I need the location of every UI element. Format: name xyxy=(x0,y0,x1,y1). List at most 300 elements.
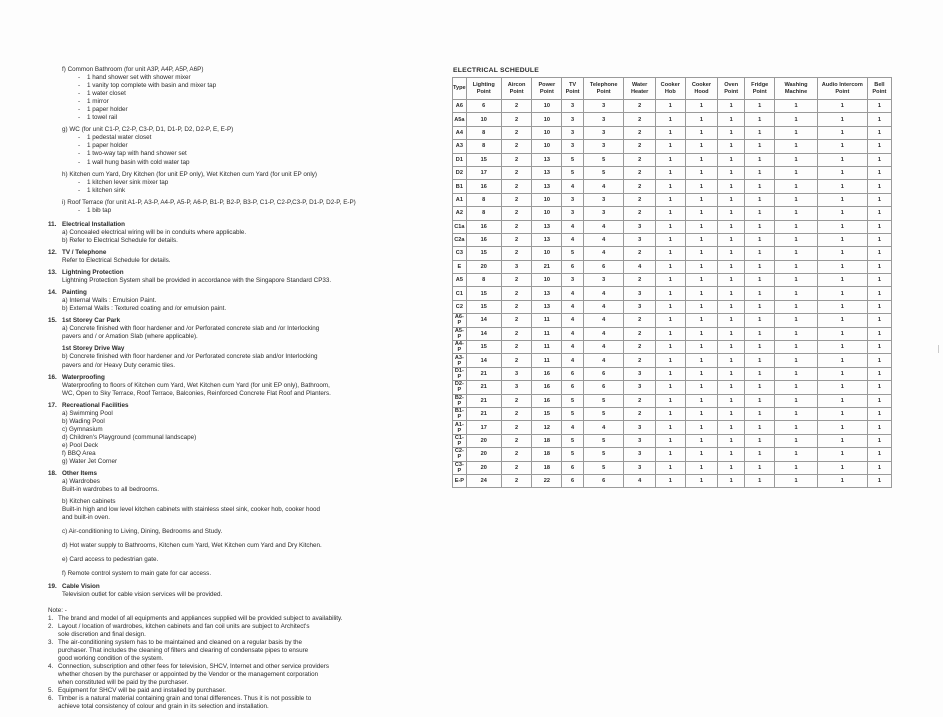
value-cell: 1 xyxy=(718,113,745,126)
value-cell: 15 xyxy=(532,407,562,420)
item-g-bullet: - 1 pedestal water closet xyxy=(62,134,418,142)
value-cell: 1 xyxy=(745,140,775,153)
unit-type-cell: A4 xyxy=(453,126,467,139)
value-cell: 1 xyxy=(655,260,685,273)
value-cell: 8 xyxy=(466,193,501,206)
value-cell: 1 xyxy=(685,166,717,179)
value-cell: 1 xyxy=(655,421,685,434)
note-line: Layout / location of wardrobes, kitchen cabinets and fan coil units are subject to Architect's xyxy=(58,622,310,630)
value-cell: 6 xyxy=(583,474,624,487)
value-cell: 1 xyxy=(867,341,891,354)
value-cell: 3 xyxy=(562,126,584,139)
value-cell: 2 xyxy=(624,274,655,287)
value-cell: 1 xyxy=(685,126,717,139)
value-cell: 1 xyxy=(775,140,818,153)
value-cell: 1 xyxy=(745,220,775,233)
value-cell: 4 xyxy=(562,180,584,193)
value-cell: 6 xyxy=(562,381,584,394)
value-cell: 1 xyxy=(685,287,717,300)
value-cell: 12 xyxy=(532,421,562,434)
value-cell: 22 xyxy=(532,474,562,487)
value-cell: 4 xyxy=(583,314,624,327)
note-line: good working condition of the system. xyxy=(58,654,164,662)
value-cell: 10 xyxy=(532,274,562,287)
value-cell: 1 xyxy=(745,354,775,367)
value-cell: 1 xyxy=(867,474,891,487)
value-cell: 1 xyxy=(685,354,717,367)
value-cell: 2 xyxy=(501,434,532,447)
value-cell: 1 xyxy=(775,421,818,434)
item-g xyxy=(48,126,418,166)
section-13-num: 13. xyxy=(48,269,57,277)
item-h-bullet: - 1 kitchen sink xyxy=(62,187,418,195)
value-cell: 15 xyxy=(466,153,501,166)
value-cell: 1 xyxy=(867,180,891,193)
value-cell: 3 xyxy=(624,421,655,434)
value-cell: 3 xyxy=(562,207,584,220)
item-g-bullet: - 1 paper holder xyxy=(62,142,418,150)
value-cell: 4 xyxy=(562,220,584,233)
value-cell: 3 xyxy=(562,274,584,287)
value-cell: 4 xyxy=(583,233,624,246)
value-cell: 1 xyxy=(655,327,685,340)
item-i-list xyxy=(62,207,418,215)
unit-type-cell: D2 xyxy=(453,166,467,179)
value-cell: 16 xyxy=(532,394,562,407)
value-cell: 1 xyxy=(685,407,717,420)
value-cell: 13 xyxy=(532,220,562,233)
value-cell: 2 xyxy=(501,448,532,461)
value-cell: 1 xyxy=(867,166,891,179)
value-cell: 1 xyxy=(718,126,745,139)
value-cell: 3 xyxy=(501,367,532,380)
unit-type-cell: A5a xyxy=(453,113,467,126)
note-number: 5. xyxy=(48,687,54,695)
value-cell: 2 xyxy=(501,233,532,246)
section-16 xyxy=(48,374,418,398)
value-cell: 5 xyxy=(562,448,584,461)
value-cell: 3 xyxy=(562,100,584,113)
value-cell: 3 xyxy=(624,287,655,300)
value-cell: 2 xyxy=(501,474,532,487)
value-cell: 1 xyxy=(745,327,775,340)
unit-type-cell: B1-P xyxy=(453,407,467,420)
value-cell: 1 xyxy=(745,260,775,273)
schedule-header-cell: Bell Point xyxy=(867,78,891,100)
value-cell: 18 xyxy=(532,461,562,474)
value-cell: 21 xyxy=(466,381,501,394)
unit-type-cell: A6 xyxy=(453,100,467,113)
value-cell: 5 xyxy=(583,434,624,447)
unit-type-cell: E-P xyxy=(453,474,467,487)
value-cell: 3 xyxy=(624,220,655,233)
value-cell: 2 xyxy=(624,407,655,420)
value-cell: 10 xyxy=(532,126,562,139)
value-cell: 1 xyxy=(718,421,745,434)
scan-mark xyxy=(938,345,942,353)
value-cell: 16 xyxy=(532,381,562,394)
value-cell: 1 xyxy=(718,180,745,193)
value-cell: 1 xyxy=(775,274,818,287)
value-cell: 1 xyxy=(817,140,867,153)
value-cell: 5 xyxy=(562,166,584,179)
section-16-line-2: WC, Open to Sky Terrace, Roof Terrace, Balconies, Reinforced Concrete Flat Roof and Planters. xyxy=(62,389,331,397)
value-cell: 1 xyxy=(718,448,745,461)
section-15-title-2: 1st Storey Drive Way xyxy=(62,345,125,353)
unit-type-cell: B1 xyxy=(453,180,467,193)
section-11-line-1: a) Concealed electrical wiring will be in conduits where applicable. xyxy=(62,228,247,236)
value-cell: 1 xyxy=(745,274,775,287)
value-cell: 13 xyxy=(532,300,562,313)
value-cell: 3 xyxy=(501,381,532,394)
unit-type-cell: D1 xyxy=(453,153,467,166)
value-cell: 16 xyxy=(466,233,501,246)
value-cell: 1 xyxy=(685,461,717,474)
item-h xyxy=(48,171,418,195)
value-cell: 1 xyxy=(817,113,867,126)
value-cell: 1 xyxy=(817,407,867,420)
value-cell: 2 xyxy=(501,421,532,434)
value-cell: 5 xyxy=(562,153,584,166)
value-cell: 17 xyxy=(466,166,501,179)
section-12 xyxy=(48,249,418,265)
value-cell: 2 xyxy=(501,461,532,474)
table-row xyxy=(453,126,892,139)
value-cell: 13 xyxy=(532,180,562,193)
value-cell: 1 xyxy=(685,341,717,354)
table-row xyxy=(453,341,892,354)
section-14-title: Painting xyxy=(62,289,87,297)
note-item xyxy=(48,615,418,623)
value-cell: 1 xyxy=(775,461,818,474)
schedule-header-cell: Water Heater xyxy=(624,78,655,100)
value-cell: 1 xyxy=(817,300,867,313)
value-cell: 1 xyxy=(685,394,717,407)
value-cell: 8 xyxy=(466,207,501,220)
section-17-line-7: g) Water Jet Corner xyxy=(62,458,118,466)
item-i-bullet: - 1 bib tap xyxy=(62,207,418,215)
value-cell: 1 xyxy=(817,166,867,179)
value-cell: 1 xyxy=(775,341,818,354)
unit-type-cell: A6-P xyxy=(453,314,467,327)
value-cell: 1 xyxy=(718,287,745,300)
value-cell: 3 xyxy=(624,233,655,246)
value-cell: 1 xyxy=(718,100,745,113)
value-cell: 15 xyxy=(466,287,501,300)
note-item xyxy=(48,695,418,711)
table-row xyxy=(453,207,892,220)
value-cell: 1 xyxy=(655,448,685,461)
note-line: The air-conditioning system has to be maintained and cleaned on a regular basis by the xyxy=(58,638,302,646)
value-cell: 1 xyxy=(817,247,867,260)
value-cell: 1 xyxy=(775,247,818,260)
item-h-bullet: - 1 kitchen lever sink mixer tap xyxy=(62,179,418,187)
value-cell: 3 xyxy=(583,193,624,206)
value-cell: 1 xyxy=(718,300,745,313)
value-cell: 10 xyxy=(532,207,562,220)
value-cell: 1 xyxy=(685,327,717,340)
table-row xyxy=(453,474,892,487)
value-cell: 1 xyxy=(775,193,818,206)
value-cell: 1 xyxy=(685,274,717,287)
value-cell: 2 xyxy=(501,274,532,287)
value-cell: 1 xyxy=(817,448,867,461)
value-cell: 2 xyxy=(501,394,532,407)
value-cell: 1 xyxy=(655,220,685,233)
value-cell: 5 xyxy=(562,434,584,447)
value-cell: 1 xyxy=(655,354,685,367)
value-cell: 1 xyxy=(745,100,775,113)
table-row xyxy=(453,274,892,287)
value-cell: 8 xyxy=(466,126,501,139)
value-cell: 1 xyxy=(775,367,818,380)
value-cell: 1 xyxy=(775,180,818,193)
value-cell: 21 xyxy=(466,394,501,407)
value-cell: 1 xyxy=(745,113,775,126)
section-18-a-2: Built-in wardrobes to all bedrooms. xyxy=(62,486,159,494)
value-cell: 11 xyxy=(532,341,562,354)
value-cell: 1 xyxy=(775,354,818,367)
table-row xyxy=(453,314,892,327)
value-cell: 1 xyxy=(718,474,745,487)
value-cell: 2 xyxy=(501,166,532,179)
value-cell: 1 xyxy=(655,153,685,166)
value-cell: 1 xyxy=(655,233,685,246)
schedule-header-cell: Telephone Point xyxy=(583,78,624,100)
value-cell: 2 xyxy=(501,247,532,260)
value-cell: 2 xyxy=(624,180,655,193)
value-cell: 1 xyxy=(745,381,775,394)
value-cell: 1 xyxy=(775,113,818,126)
value-cell: 1 xyxy=(775,474,818,487)
table-row xyxy=(453,247,892,260)
unit-type-cell: A1-P xyxy=(453,421,467,434)
value-cell: 2 xyxy=(624,193,655,206)
value-cell: 17 xyxy=(466,421,501,434)
table-row xyxy=(453,367,892,380)
section-18-f: f) Remote control system to main gate for car access. xyxy=(62,570,212,578)
value-cell: 15 xyxy=(466,300,501,313)
schedule-header-row xyxy=(453,78,892,100)
value-cell: 2 xyxy=(624,247,655,260)
section-15-num: 15. xyxy=(48,317,57,325)
value-cell: 1 xyxy=(817,341,867,354)
value-cell: 1 xyxy=(655,274,685,287)
value-cell: 11 xyxy=(532,314,562,327)
table-row xyxy=(453,461,892,474)
table-row xyxy=(453,287,892,300)
value-cell: 1 xyxy=(867,207,891,220)
table-row xyxy=(453,394,892,407)
value-cell: 1 xyxy=(655,140,685,153)
value-cell: 1 xyxy=(685,381,717,394)
notes-title: Note: - xyxy=(48,606,67,614)
section-18-num: 18. xyxy=(48,470,57,478)
value-cell: 1 xyxy=(775,327,818,340)
value-cell: 4 xyxy=(583,300,624,313)
value-cell: 1 xyxy=(655,180,685,193)
table-row xyxy=(453,113,892,126)
schedule-header-cell: Fridge Point xyxy=(745,78,775,100)
value-cell: 10 xyxy=(532,100,562,113)
value-cell: 8 xyxy=(466,274,501,287)
note-item xyxy=(48,639,418,663)
value-cell: 4 xyxy=(624,260,655,273)
electrical-schedule-table xyxy=(452,77,892,488)
value-cell: 4 xyxy=(583,287,624,300)
section-17-num: 17. xyxy=(48,401,57,409)
section-15-line-3: b) Concrete finished with floor hardener and /or Perforated concrete slab and/or Interlocking xyxy=(62,353,318,361)
value-cell: 24 xyxy=(466,474,501,487)
value-cell: 1 xyxy=(745,180,775,193)
value-cell: 6 xyxy=(466,100,501,113)
value-cell: 2 xyxy=(501,193,532,206)
value-cell: 3 xyxy=(624,461,655,474)
value-cell: 1 xyxy=(867,367,891,380)
value-cell: 16 xyxy=(466,220,501,233)
value-cell: 1 xyxy=(655,474,685,487)
section-11-title: Electrical Installation xyxy=(62,220,125,228)
value-cell: 1 xyxy=(685,220,717,233)
value-cell: 1 xyxy=(775,260,818,273)
section-15 xyxy=(48,317,418,369)
schedule-header-cell: Cooker Hood xyxy=(685,78,717,100)
value-cell: 2 xyxy=(501,354,532,367)
value-cell: 2 xyxy=(501,180,532,193)
note-line: Connection, subscription and other fees for television, SHCV, Internet and other service providers xyxy=(58,662,330,670)
unit-type-cell: C1-P xyxy=(453,434,467,447)
value-cell: 4 xyxy=(583,180,624,193)
section-19-title: Cable Vision xyxy=(62,582,100,590)
value-cell: 1 xyxy=(817,287,867,300)
value-cell: 1 xyxy=(775,207,818,220)
value-cell: 1 xyxy=(718,153,745,166)
value-cell: 1 xyxy=(718,354,745,367)
value-cell: 1 xyxy=(685,113,717,126)
value-cell: 1 xyxy=(817,153,867,166)
item-f xyxy=(48,66,418,122)
value-cell: 1 xyxy=(655,394,685,407)
value-cell: 13 xyxy=(532,166,562,179)
value-cell: 5 xyxy=(562,394,584,407)
note-line: Equipment for SHCV will be paid and installed by purchaser. xyxy=(58,687,227,695)
section-16-line-1: Waterproofing to floors of Kitchen cum Yard, Wet Kitchen cum Yard (for unit EP only), Bathroom, xyxy=(62,381,330,389)
value-cell: 13 xyxy=(532,153,562,166)
value-cell: 1 xyxy=(817,180,867,193)
value-cell: 1 xyxy=(745,474,775,487)
unit-type-cell: C3-P xyxy=(453,461,467,474)
value-cell: 2 xyxy=(501,207,532,220)
value-cell: 1 xyxy=(867,421,891,434)
value-cell: 2 xyxy=(624,166,655,179)
value-cell: 20 xyxy=(466,260,501,273)
value-cell: 13 xyxy=(532,233,562,246)
note-number: 1. xyxy=(48,614,54,622)
value-cell: 5 xyxy=(562,407,584,420)
value-cell: 18 xyxy=(532,448,562,461)
value-cell: 2 xyxy=(501,140,532,153)
item-f-bullet: - 1 paper holder xyxy=(62,106,418,114)
value-cell: 1 xyxy=(685,367,717,380)
schedule-body xyxy=(453,100,892,488)
value-cell: 1 xyxy=(867,327,891,340)
value-cell: 14 xyxy=(466,314,501,327)
value-cell: 5 xyxy=(583,394,624,407)
value-cell: 18 xyxy=(532,434,562,447)
section-12-line-1: Refer to Electrical Schedule for details. xyxy=(62,256,171,264)
value-cell: 3 xyxy=(583,100,624,113)
note-line: when constituted will be paid by the purchaser. xyxy=(58,679,189,687)
value-cell: 1 xyxy=(867,100,891,113)
value-cell: 1 xyxy=(718,327,745,340)
value-cell: 1 xyxy=(718,166,745,179)
item-f-title: f) Common Bathroom (for unit A3P, A4P, A5P, A6P) xyxy=(62,66,204,73)
section-13 xyxy=(48,269,418,285)
value-cell: 1 xyxy=(817,233,867,246)
value-cell: 1 xyxy=(867,287,891,300)
item-f-bullet: - 1 towel rail xyxy=(62,114,418,122)
value-cell: 1 xyxy=(655,193,685,206)
value-cell: 1 xyxy=(867,193,891,206)
unit-type-cell: D2-P xyxy=(453,381,467,394)
value-cell: 1 xyxy=(867,394,891,407)
unit-type-cell: D1-P xyxy=(453,367,467,380)
schedule-title: ELECTRICAL SCHEDULE xyxy=(453,67,539,74)
value-cell: 1 xyxy=(817,100,867,113)
value-cell: 1 xyxy=(867,354,891,367)
value-cell: 2 xyxy=(624,354,655,367)
value-cell: 1 xyxy=(718,394,745,407)
table-row xyxy=(453,140,892,153)
value-cell: 1 xyxy=(655,113,685,126)
value-cell: 8 xyxy=(466,140,501,153)
value-cell: 2 xyxy=(624,207,655,220)
value-cell: 1 xyxy=(655,434,685,447)
notes-list xyxy=(48,615,418,712)
value-cell: 4 xyxy=(583,220,624,233)
item-h-list xyxy=(62,179,418,195)
schedule-header-cell: Lighting Point xyxy=(466,78,501,100)
value-cell: 1 xyxy=(718,461,745,474)
section-17-line-2: b) Wading Pool xyxy=(62,417,105,425)
section-12-num: 12. xyxy=(48,248,57,256)
value-cell: 1 xyxy=(685,100,717,113)
value-cell: 1 xyxy=(745,434,775,447)
section-13-title: Lightning Protection xyxy=(62,269,124,277)
section-18 xyxy=(48,470,418,578)
value-cell: 5 xyxy=(583,407,624,420)
value-cell: 1 xyxy=(775,100,818,113)
table-row xyxy=(453,153,892,166)
item-f-bullet: - 1 mirror xyxy=(62,98,418,106)
value-cell: 1 xyxy=(775,233,818,246)
value-cell: 14 xyxy=(466,327,501,340)
value-cell: 1 xyxy=(655,287,685,300)
value-cell: 2 xyxy=(624,341,655,354)
value-cell: 4 xyxy=(562,314,584,327)
section-17-line-6: f) BBQ Area xyxy=(62,449,96,457)
table-row xyxy=(453,381,892,394)
value-cell: 1 xyxy=(775,287,818,300)
value-cell: 3 xyxy=(583,113,624,126)
value-cell: 1 xyxy=(745,461,775,474)
value-cell: 2 xyxy=(501,100,532,113)
value-cell: 1 xyxy=(718,434,745,447)
section-18-b-1: b) Kitchen cabinets xyxy=(62,498,116,506)
value-cell: 2 xyxy=(501,407,532,420)
value-cell: 1 xyxy=(655,207,685,220)
table-row xyxy=(453,448,892,461)
